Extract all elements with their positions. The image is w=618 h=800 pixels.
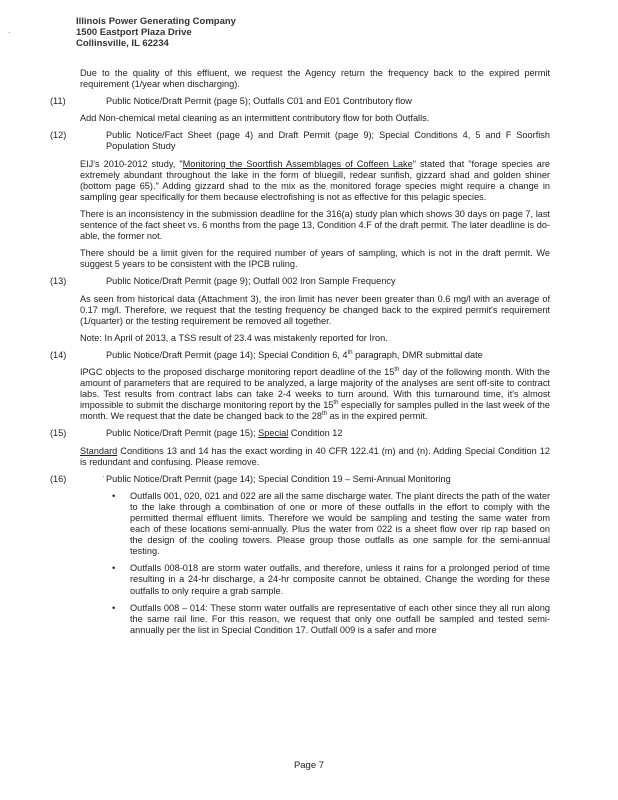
- item-heading: Public Notice/Draft Permit (page 14); Special Condition 6, 4th paragraph, DMR submittal date: [106, 349, 483, 360]
- item-paragraph: Standard Conditions 13 and 14 has the exact wording in 40 CFR 122.41 (m) and (n). Adding Special Condition 12 is redundant and confusing. Please remove.: [80, 445, 550, 467]
- item-number: (15): [50, 428, 67, 439]
- comment-item-14: [50, 349, 550, 423]
- item-paragraph: There is an inconsistency in the submission deadline for the 316(a) study plan which shows 30 days on page 7, last sentence of the fact sheet vs. 6 months from the page 13, Condition 4.F of the draft permit. The later deadline is do-able, the former not.: [80, 208, 550, 242]
- item-note: Note: In April of 2013, a TSS result of 23.4 was mistakenly reported for Iron.: [80, 332, 388, 343]
- item-heading: Public Notice/Draft Permit (page 9); Outfall 002 Iron Sample Frequency: [106, 276, 396, 287]
- bullet-icon: •: [112, 602, 116, 613]
- intro-paragraph: Due to the quality of this effluent, we request the Agency return the frequency back to the expired permit requirement (1/year when discharging).: [80, 68, 550, 90]
- bullet-list: [106, 491, 550, 636]
- item-number: (14): [50, 349, 67, 360]
- item-number: (13): [50, 276, 67, 287]
- company-name: Illinois Power Generating Company: [76, 16, 236, 27]
- item-paragraph: As seen from historical data (Attachment 3), the iron limit has never been greater than 0.6 mg/l with an average of 0.17 mg/l. Therefore, we request that the testing frequency be changed back to the expired permit's requirement (1/quarter) or the testing requirement be removed all together.: [80, 293, 550, 326]
- item-paragraph: There should be a limit given for the required number of years of sampling, which is not in the draft permit. We suggest 5 years to be consistent with the IPCB ruling.: [80, 248, 550, 270]
- comment-item-11: [50, 96, 550, 124]
- item-number: (12): [50, 130, 67, 141]
- company-address: 1500 Eastport Plaza Drive: [76, 27, 192, 38]
- item-heading: Public Notice/Draft Permit (page 14); Special Condition 19 – Semi-Annual Monitoring: [106, 473, 451, 484]
- list-item: • Outfalls 008 – 014: These storm water outfalls are representative of each other since they all run along the same rail line. For this reason, we request that only one outfall be sampled and tested semi-annually per the list in Special Condition 17. Outfall 009 is a safer and more: [112, 602, 550, 635]
- bullet-icon: •: [112, 490, 116, 501]
- list-item: • Outfalls 001, 020, 021 and 022 are all the same discharge water. The plant directs the path of the water to the lake through a combination of one or more of these outfalls in the effort to comply with the permitted thermal effluent limits. Therefore we would be sampling and testing the same water from each of these locations semi-annually. Plus the water from 022 is a sheet flow over rip rap based on the design of the cooling towers. Please group those outfalls as one sample for the semi-annual testing.: [112, 490, 550, 557]
- item-heading: Public Notice/Draft Permit (page 5); Outfalls C01 and E01 Contributory flow: [106, 96, 412, 107]
- item-paragraph: Add Non-chemical metal cleaning as an intermittent contributory flow for both Outfalls.: [80, 113, 430, 124]
- scan-speck: ·: [8, 28, 11, 37]
- document-body: [50, 68, 551, 642]
- item-paragraph: IPGC objects to the proposed discharge monitoring report deadline of the 15th day of the following month. With the amount of parameters that are required to be analyzed, a large majority of the analyses are sent off-site to contract labs. Test results from contract labs can take 2-4 weeks to turn around. With this turnaround time, it's almost impossible to submit the discharge monitoring report by the 15th especially for samples pulled in the last week of the month. We request that the date be changed back to the 28th as in the expired permit.: [80, 366, 550, 422]
- scan-speck: ·: [102, 472, 105, 481]
- bullet-icon: •: [112, 563, 116, 574]
- company-city: Collinsville, IL 62234: [76, 38, 169, 49]
- comment-item-15: [50, 428, 550, 467]
- comment-item-13: [50, 276, 550, 343]
- item-number: (11): [50, 96, 66, 107]
- item-paragraph: EIJ's 2010-2012 study, "Monitoring the Soortfish Assemblages of Coffeen Lake" stated that "forage species are extremely abundant throughout the lake in the form of bluegill, redear sunfish, gizzard shad and golden shiner (bottom page 65)." Adding gizzard shad to the mix as the monitored forage species might require a change in sampling gear specifically for them because electrofishing is not as effective for this pelagic species.: [80, 158, 551, 202]
- comment-item-12: [50, 130, 551, 270]
- item-number: (16): [50, 473, 67, 484]
- page-number: Page 7: [293, 760, 325, 771]
- item-heading: Public Notice/Draft Permit (page 15); Special Condition 12: [106, 428, 343, 439]
- letterhead: [76, 16, 236, 49]
- list-item: • Outfalls 008-018 are storm water outfalls, and therefore, unless it rains for a prolonged period of time resulting in a 24-hr discharge, a 24-hr composite cannot be obtained. Change the wording for these outfalls to only require a grab sample.: [112, 563, 550, 596]
- comment-item-16: [50, 473, 550, 636]
- item-heading: Public Notice/Fact Sheet (page 4) and Draft Permit (page 9); Special Conditions 4, 5 and F Soorfish Population Study: [106, 130, 550, 152]
- study-title: Monitoring the Soortfish Assemblages of Coffeen Lake: [182, 158, 413, 169]
